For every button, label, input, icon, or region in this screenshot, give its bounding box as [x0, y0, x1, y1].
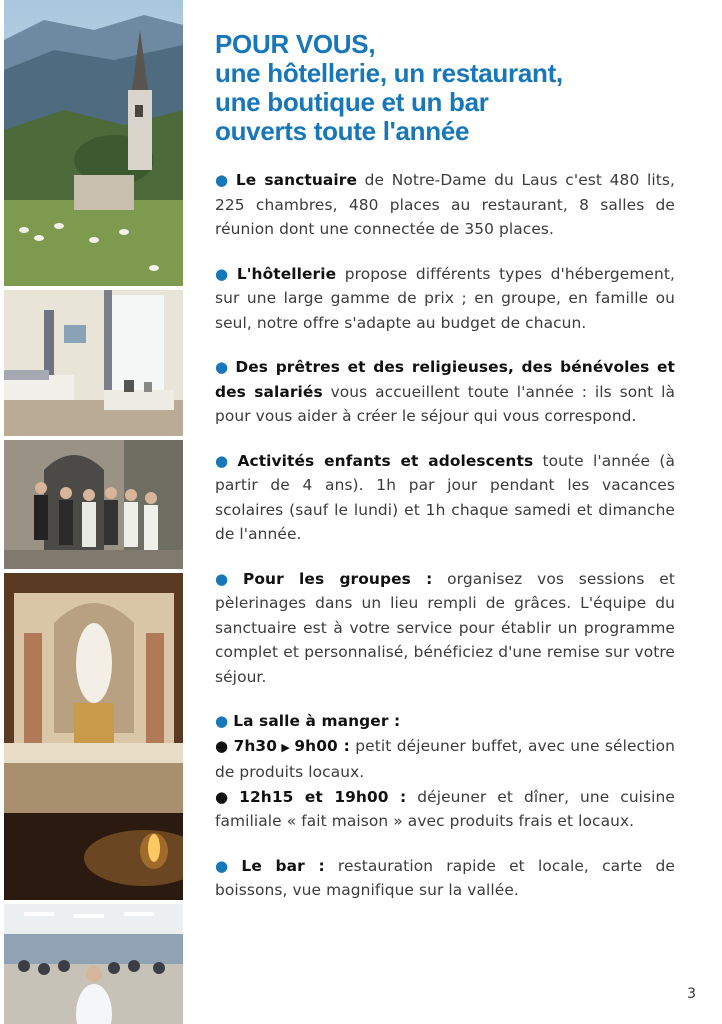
bar-text: restauration rapide et locale, carte de boissons, vue magnifique sur la vallée. — [215, 856, 675, 899]
breakfast-to: 9h00 : — [294, 736, 350, 755]
bullet-icon: ● — [215, 736, 229, 755]
photo-column — [0, 0, 186, 1024]
title-line-2: une hôtellerie, un restaurant, — [215, 58, 563, 88]
bullet-icon: ● — [215, 712, 229, 730]
activites-label: Activités enfants et adolescents — [237, 451, 534, 470]
section-activites — [215, 449, 675, 547]
section-hotellerie — [215, 262, 675, 336]
bullet-icon: ● — [215, 856, 237, 875]
title-line-1: POUR VOUS, — [215, 29, 376, 59]
groupes-text: organisez vos sessions et pèlerinages dans un lieu rempli de grâces. L'équipe du sanctuaire est à votre service pour établir un programme complet et personnalisé, bénéficiez d'une remise sur votre séjour. — [215, 569, 675, 686]
bar-label: Le bar : — [241, 856, 325, 875]
page-number: 3 — [687, 986, 696, 1002]
breakfast-text: petit déjeuner buffet, avec une sélection de produits locaux. — [215, 736, 675, 781]
photo-church-mountains — [4, 0, 183, 286]
section-sanctuaire — [215, 168, 675, 242]
activites-text: toute l'année (à partir de 4 ans). 1h par jour pendant les vacances scolaires (sauf le lundi) et 1h chaque samedi et dimanche de l'année. — [215, 451, 675, 543]
photo-hotel-room — [4, 290, 183, 436]
section-bar — [215, 854, 675, 903]
breakfast-from: 7h30 — [233, 736, 278, 755]
title-line-3: une boutique et un bar — [215, 87, 489, 117]
bullet-icon: ● — [215, 569, 238, 588]
section-accueil — [215, 355, 675, 429]
main-content — [215, 30, 675, 923]
photo-clergy-group — [4, 440, 183, 569]
accueil-label: Des prêtres et des religieuses, des bénévoles et des salariés — [215, 358, 675, 401]
title-line-4: ouverts toute l'année — [215, 116, 470, 146]
bullet-icon: ● — [215, 171, 231, 189]
hotellerie-label: L'hôtellerie — [236, 264, 337, 283]
section-salle-a-manger — [215, 709, 675, 834]
arrow-right-icon: ▶ — [281, 740, 291, 754]
groupes-label: Pour les groupes : — [242, 569, 433, 588]
page-title — [215, 30, 675, 146]
hotellerie-text: propose différents types d'hébergement, sur une large gamme de prix ; en groupe, en famille ou seul, notre offre s'adapte au budget de chacun. — [215, 264, 675, 332]
accueil-text: vous accueillent toute l'année : ils sont là pour vous aider à créer le séjour qui vous correspond. — [215, 382, 675, 425]
sanctuaire-text: de Notre-Dame du Laus c'est 480 lits, 225 chambres, 480 places au restaurant, 8 salles de réunion dont une connectée de 350 places. — [215, 171, 675, 238]
meals-text: déjeuner et dîner, une cuisine familiale « fait maison » avec produits frais et locaux. — [215, 787, 675, 830]
bullet-icon: ● — [215, 787, 235, 806]
salle-heading: La salle à manger : — [233, 712, 401, 730]
bullet-icon: ● — [215, 264, 232, 283]
photo-dining-hall — [4, 904, 183, 1024]
section-groupes — [215, 567, 675, 690]
meals-times: 12h15 et 19h00 : — [239, 787, 407, 806]
bullet-icon: ● — [215, 358, 231, 376]
sanctuaire-label: Le sanctuaire — [235, 171, 358, 189]
bullet-icon: ● — [215, 451, 233, 470]
photo-altar-candle — [4, 573, 183, 900]
